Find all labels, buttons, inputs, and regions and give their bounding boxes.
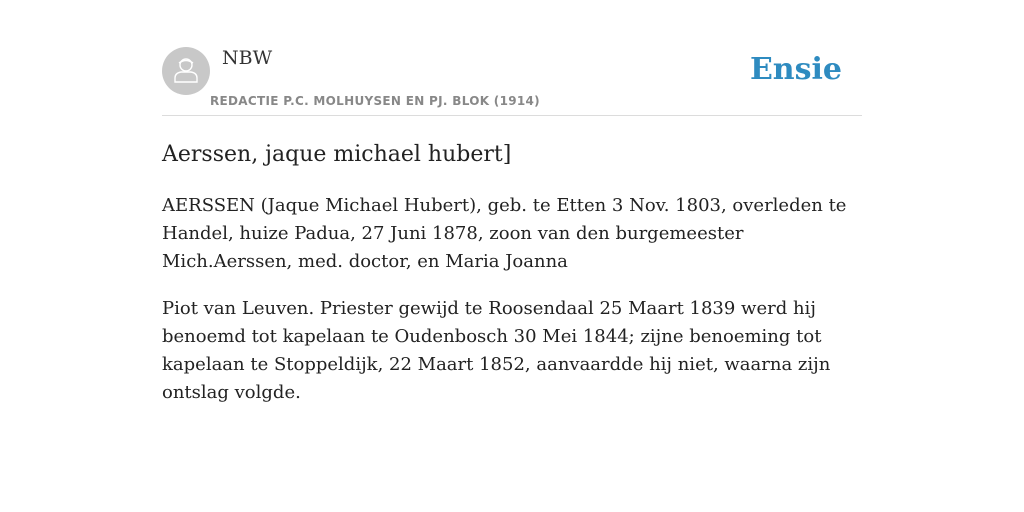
avatar[interactable] — [162, 47, 210, 95]
article-paragraph: AERSSEN (Jaque Michael Hubert), geb. te Etten 3 Nov. 1803, overleden te Handel, huize Padua, 27 Juni 1878, zoon van den burgemeester Mich.Aerssen, med. doctor, en Maria Joanna — [162, 195, 847, 272]
article-card — [162, 0, 862, 403]
page-title: Aerssen, jaque michael hubert] — [162, 142, 512, 167]
article-header — [162, 0, 862, 116]
brand-logo[interactable]: Ensie — [749, 52, 842, 87]
byline: REDACTIE P.C. MOLHUYSEN EN PJ. BLOK (1914) — [210, 94, 540, 108]
author-name[interactable]: NBW — [222, 47, 273, 69]
user-icon — [171, 54, 201, 89]
article-paragraph: Piot van Leuven. Priester gewijd te Roosendaal 25 Maart 1839 werd hij benoemd tot kapelaan te Oudenbosch 30 Mei 1844; zijne benoeming tot kapelaan te Stoppeldijk, 22 Maart 1852, aanvaardde hij niet, waarna zijn ontslag volgde. — [162, 298, 831, 403]
